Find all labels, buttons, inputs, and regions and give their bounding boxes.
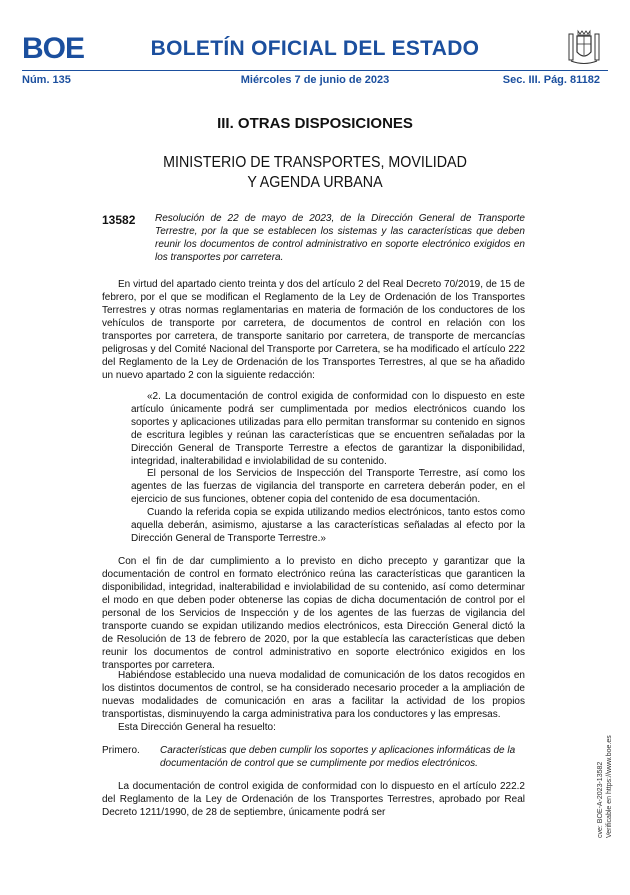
coat-of-arms-icon — [566, 28, 602, 66]
page-title: BOLETÍN OFICIAL DEL ESTADO — [150, 37, 480, 60]
document-number: 13582 — [102, 213, 136, 227]
verification-note — [596, 718, 616, 838]
article-label: Primero. — [102, 745, 140, 756]
paragraph-5: La documentación de control exigida de conformidad con lo dispuesto en el artículo 222.2 del Reglamento de la Ley de Ordenación de los Transportes Terrestres, aprobado por Real Decreto 1211/1990, de 28 de septiembre, únicamente podrá ser — [102, 781, 525, 818]
ministry-heading — [25, 153, 605, 193]
quote-paragraph-2: El personal de los Servicios de Inspección del Transporte Terrestre, así como los agentes de las fuerzas de vigilancia del transporte en carretera deberán poder, en el ejercicio de sus funciones, obtener copia del contenido de esa documentación. — [131, 468, 525, 505]
paragraph-4: Esta Dirección General ha resuelto: — [118, 722, 276, 733]
article-heading: Características que deben cumplir los soportes y aplicaciones informáticas de la documentación de control que se cumplimente por medios electrónicos. — [160, 745, 516, 769]
quote-paragraph-1: «2. La documentación de control exigida de conformidad con lo dispuesto en este artículo únicamente podrá ser cumplimentada por medios electrónicos cuando los soportes y aplicaciones utilizadas para ello permitan transformar su contenido en signos de escritura legibles y reúnan las características que se encuentren señaladas por la Dirección General de Transporte Terrestre a efectos de garantizar la disponibilidad, integridad, inalterabilidad e inviolabilidad de su contenido. — [131, 391, 525, 467]
ministry-line-2: Y AGENDA URBANA — [247, 174, 383, 191]
article-primero — [102, 744, 525, 769]
cve-code: cve: BOE-A-2023-13582 — [597, 761, 604, 838]
verification-url: Verificable en https://www.boe.es — [606, 735, 613, 838]
section-page: Sec. III. Pág. 81182 — [502, 74, 600, 86]
header-rule — [22, 70, 608, 71]
issue-date: Miércoles 7 de junio de 2023 — [240, 74, 390, 86]
issue-number: Núm. 135 — [22, 74, 71, 86]
quote-paragraph-3: Cuando la referida copia se expida utilizando medios electrónicos, tanto estos como aquella deberán, asimismo, ajustarse a las características señaladas al efecto por la Dirección General de Transporte Terrestre.» — [131, 507, 525, 544]
ministry-line-1: MINISTERIO DE TRANSPORTES, MOVILIDAD — [163, 154, 467, 171]
paragraph-3: Habiéndose establecido una nueva modalidad de comunicación de los datos recogidos en los distintos documentos de control, se ha considerado necesario proceder a la ampliación de nuevas modalidades de comunicación en aras a facilitar la actividad de los propios transportistas, disminuyendo la carga administrativa para los conductores y las empresas. — [102, 670, 525, 720]
section-title: III. OTRAS DISPOSICIONES — [217, 115, 413, 132]
logo-text: BOE — [22, 33, 85, 61]
paragraph-1: En virtud del apartado ciento treinta y dos del artículo 2 del Real Decreto 70/2019, de 15 de febrero, por el que se modifican el Reglamento de la Ley de Ordenación de los Transportes Terrestres y otras normas reglamentarias en materia de formación de los conductores de los vehículos de transporte por carretera, de documentos de control en relación con los transportes por carretera, de transporte sanitario por carretera, de transporte de mercancías peligrosas y del Comité Nacional del Transporte por Carretera, se ha modificado el artículo 222 del Reglamento de la Ley de Ordenación de los Transportes Terrestres, al que se ha añadido un nuevo apartado 2 con la siguiente redacción: — [102, 279, 525, 381]
paragraph-2: Con el fin de dar cumplimiento a lo previsto en dicho precepto y garantizar que la documentación de control en formato electrónico reúna las características que garanticen la disponibilidad, integridad, inalterabilidad e inviolabilidad de su contenido, así como determinar el modo en que deben poder obtenerse las copias de dicha documentación de control por el personal de los Servicios de Inspección y de los agentes de las fuerzas de vigilancia del transporte cuando se expidan utilizando medios electrónicos, esta Dirección General dictó la de Resolución de 13 de febrero de 2020, por la que establecía las características que deben reunir los documentos de control administrativo en soporte electrónico exigidos en los transportes por carretera. — [102, 556, 525, 671]
resolution-title: Resolución de 22 de mayo de 2023, de la Dirección General de Transporte Terrestre, por la que se establecen los sistemas y las características que deben reunir los documentos de control administrativo en soporte electrónico exigidos en los transportes por carretera. — [155, 213, 525, 263]
